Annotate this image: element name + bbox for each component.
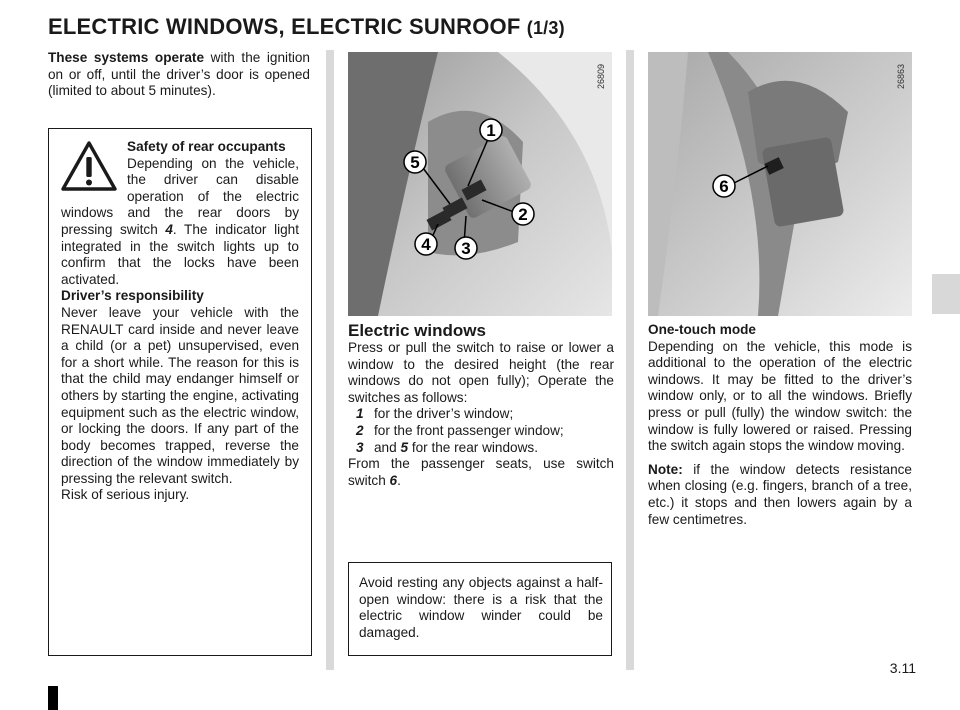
warning-para-safety: Depending on the vehicle, the driver can disable operation of the electric windows and the rear doors by pressing switch 4. The indicator light integrated in the switch lights up to confirm that the locks have been activated. <box>61 155 300 287</box>
list-item: 2 for the front passenger window; <box>356 422 564 438</box>
one-touch-note <box>648 462 912 528</box>
warning-box <box>48 128 312 656</box>
list-item: 3 and 5 for the rear windows. <box>356 439 538 455</box>
intro-text: with the ignition on or off, until the driver’s door is opened (limited to about 5 minutes). <box>48 50 310 99</box>
photo-door-switches <box>348 52 612 316</box>
warning-heading-responsibility: Driver’s responsibility <box>61 288 204 304</box>
intro-lead: These systems operate <box>48 50 205 65</box>
title-text: ELECTRIC WINDOWS, ELECTRIC SUNROOF <box>48 14 521 39</box>
callout-1: 1 <box>486 121 496 140</box>
one-touch-heading: One-touch mode <box>648 322 756 337</box>
rear-door-illustration <box>648 52 912 316</box>
one-touch-block <box>648 322 912 455</box>
passenger-switch-text: From the passenger seats, use switch <box>348 456 614 472</box>
warning-heading-safety: Safety of rear occupants <box>127 139 286 154</box>
note-box <box>348 562 612 656</box>
note-box-text: Avoid resting any objects against a half-open window: there is a risk that the electric window winder could be damaged. <box>359 575 603 640</box>
page-number: 3.11 <box>889 660 916 676</box>
title-part: (1/3) <box>526 18 565 38</box>
one-touch-text: Depending on the vehicle, this mode is additional to the operation of the electric windows. It may be fitted to the driver’s window only, or to all the windows. Briefly press or pull (fully) the window switch: the window is fully lowered or raised. Pressing the switch again stops the window moving. <box>648 338 912 454</box>
note-text: if the window detects resistance when closing (e.g. fingers, branch of a tree, etc.) it stops and then lowers again by a few centimetres. <box>648 461 912 527</box>
door-panel-illustration <box>348 52 612 316</box>
page-edge-mark <box>48 686 58 710</box>
column-divider-left <box>326 50 334 670</box>
intro-paragraph <box>48 50 310 100</box>
section-title: Electric windows <box>348 321 486 340</box>
callout-6: 6 <box>719 177 729 196</box>
photo-reference: 26863 <box>896 64 906 90</box>
photo-reference: 26809 <box>596 64 606 90</box>
electric-windows-section <box>348 322 614 489</box>
note-label: Note: <box>648 461 683 477</box>
callout-4: 4 <box>421 235 431 254</box>
callout-3: 3 <box>461 239 471 258</box>
warning-risk: Risk of serious injury. <box>61 487 190 503</box>
one-touch-section <box>648 322 912 535</box>
photo-rear-door-switch <box>648 52 912 316</box>
callout-2: 2 <box>518 205 528 224</box>
column-divider-right <box>626 50 634 670</box>
list-item: 1 for the driver’s window; <box>356 406 514 422</box>
warning-triangle-icon <box>61 141 117 193</box>
electric-windows-intro: Press or pull the switch to raise or lower a window to the desired height (the rear windows do not open fully); Operate the switches as follows: <box>348 340 614 405</box>
page-title <box>48 14 565 40</box>
callout-5: 5 <box>410 153 420 172</box>
passenger-switch-number: switch 6. <box>348 472 401 488</box>
warning-para-responsibility: Never leave your vehicle with the RENAULT card inside and never leave a child (or a pet) unsupervised, even for a short while. The reason for this is that the child may endanger himself or others by starting the engine, activating equipment such as the electric window, or locking the doors. If any part of the body becomes trapped, reverse the direction of the window immediately by pressing the relevant switch. <box>61 304 299 486</box>
chapter-tab <box>932 274 960 314</box>
